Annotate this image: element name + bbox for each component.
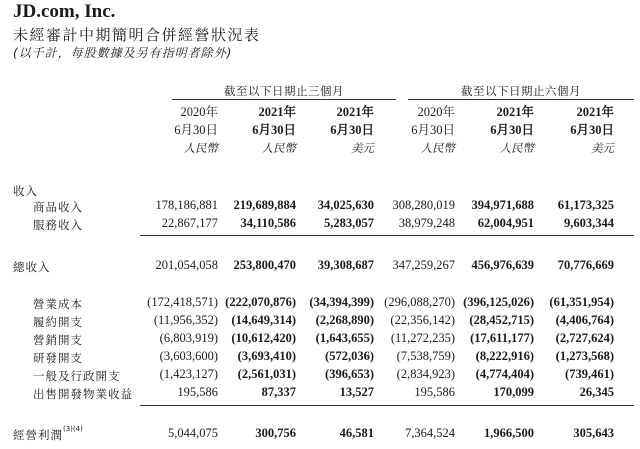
table-cell: 5,044,075 — [168, 426, 218, 440]
row-label-marketing: 營銷開支 — [33, 333, 83, 347]
table-cell: 39,308,687 — [317, 258, 374, 272]
table-cell: 26,345 — [579, 385, 614, 399]
column-header — [140, 103, 218, 157]
column-year: 2020年 — [417, 105, 455, 119]
column-year: 2021年 — [258, 105, 296, 119]
table-cell: 34,025,630 — [317, 198, 374, 212]
row-label-product-revenues: 商品收入 — [33, 200, 83, 214]
table-cell: (7,538,759) — [396, 349, 455, 363]
table-cell: 9,603,344 — [564, 216, 614, 230]
table-cell: (2,268,890) — [315, 313, 374, 327]
table-cell: (1,423,127) — [159, 367, 218, 381]
row-label-revenues: 收入 — [13, 184, 38, 198]
column-currency: 人民幣 — [183, 141, 218, 155]
column-currency: 人民幣 — [499, 141, 534, 155]
group-rule-three-months — [172, 99, 396, 100]
table-cell: 308,280,019 — [392, 198, 455, 212]
column-date: 6月30日 — [330, 123, 374, 137]
row-label-gain-on-sale-of-development-properties: 出售開發物業收益 — [33, 387, 133, 401]
table-cell: 305,643 — [573, 426, 614, 440]
table-cell: (4,406,764) — [555, 313, 614, 327]
table-cell: (28,452,715) — [469, 313, 534, 327]
row-label-cost-of-revenues: 營業成本 — [33, 297, 83, 311]
table-cell: (61,351,954) — [549, 295, 614, 309]
table-cell: 70,776,669 — [557, 258, 614, 272]
table-cell: (222,070,876) — [225, 295, 296, 309]
table-cell: 201,054,058 — [155, 258, 218, 272]
group-header-six-months: 截至以下日期止六個月 — [461, 84, 581, 98]
subtotal-rule — [140, 405, 634, 406]
table-cell: (172,418,571) — [147, 295, 218, 309]
table-cell: 87,337 — [261, 385, 296, 399]
table-cell: (10,612,420) — [231, 331, 296, 345]
column-date: 6月30日 — [174, 123, 218, 137]
table-cell: (8,222,916) — [475, 349, 534, 363]
table-cell: 1,966,500 — [484, 426, 534, 440]
income-from-operations-label: 經營利潤 — [13, 428, 63, 442]
row-label-service-revenues: 服務收入 — [33, 218, 83, 232]
table-cell: (2,561,031) — [237, 367, 296, 381]
subtotal-rule — [140, 235, 634, 236]
row-label-fulfillment: 履約開支 — [33, 315, 83, 329]
column-date: 6月30日 — [411, 123, 455, 137]
column-year: 2020年 — [180, 105, 218, 119]
table-cell: 13,527 — [339, 385, 374, 399]
column-year: 2021年 — [576, 105, 614, 119]
table-cell: 195,586 — [414, 385, 455, 399]
table-cell: 61,173,325 — [557, 198, 614, 212]
footnote-reference: (3)(4) — [63, 425, 83, 433]
row-label-income-from-operations — [13, 427, 83, 443]
row-label-research-development: 研發開支 — [33, 351, 83, 365]
column-header — [536, 103, 614, 157]
table-cell: (3,693,410) — [237, 349, 296, 363]
table-cell: 62,004,951 — [477, 216, 534, 230]
table-cell: (22,356,142) — [390, 313, 455, 327]
table-cell: 170,099 — [493, 385, 534, 399]
column-header — [296, 103, 374, 157]
column-currency: 美元 — [591, 141, 614, 155]
column-header — [377, 103, 455, 157]
row-label-general-administrative: 一般及行政開支 — [33, 369, 121, 383]
table-cell: (396,653) — [325, 367, 374, 381]
column-header — [218, 103, 296, 157]
column-year: 2021年 — [496, 105, 534, 119]
table-cell: 46,581 — [339, 426, 374, 440]
table-cell: (14,649,314) — [231, 313, 296, 327]
statement-subtitle: (以千計，每股數據及另有指明者除外) — [13, 46, 233, 60]
table-cell: (11,956,352) — [153, 313, 218, 327]
column-currency: 人民幣 — [420, 141, 455, 155]
group-header-three-months: 截至以下日期止三個月 — [224, 84, 344, 98]
table-cell: (1,273,568) — [555, 349, 614, 363]
table-cell: 34,110,586 — [240, 216, 296, 230]
table-cell: (739,461) — [565, 367, 614, 381]
table-cell: (6,803,919) — [159, 331, 218, 345]
row-label-total-revenues: 總收入 — [13, 260, 51, 274]
table-cell: (2,727,624) — [555, 331, 614, 345]
table-cell: (11,272,235) — [390, 331, 455, 345]
column-currency: 人民幣 — [261, 141, 296, 155]
table-cell: 219,689,884 — [233, 198, 296, 212]
table-cell: (296,088,270) — [384, 295, 455, 309]
table-cell: 394,971,688 — [471, 198, 534, 212]
table-cell: 178,186,881 — [155, 198, 218, 212]
table-cell: 195,586 — [177, 385, 218, 399]
column-year: 2021年 — [336, 105, 374, 119]
table-cell: 7,364,524 — [405, 426, 455, 440]
statement-title: 未經審計中期簡明合併經營狀況表 — [13, 26, 261, 44]
table-cell: 38,979,248 — [398, 216, 455, 230]
group-rule-six-months — [408, 99, 634, 100]
company-name: JD.com, Inc. — [13, 1, 116, 22]
table-cell: (1,643,655) — [315, 331, 374, 345]
column-currency: 美元 — [351, 141, 374, 155]
table-cell: (3,603,600) — [159, 349, 218, 363]
column-header — [456, 103, 534, 157]
table-cell: (17,611,177) — [470, 331, 534, 345]
table-cell: 253,800,470 — [233, 258, 296, 272]
table-cell: (572,036) — [325, 349, 374, 363]
table-cell: 456,976,639 — [471, 258, 534, 272]
table-cell: 347,259,267 — [392, 258, 455, 272]
table-cell: (396,125,026) — [463, 295, 534, 309]
table-cell: 22,867,177 — [161, 216, 218, 230]
column-date: 6月30日 — [490, 123, 534, 137]
table-cell: (4,774,404) — [475, 367, 534, 381]
column-date: 6月30日 — [252, 123, 296, 137]
table-cell: (34,394,399) — [309, 295, 374, 309]
column-date: 6月30日 — [570, 123, 614, 137]
table-cell: 5,283,057 — [324, 216, 374, 230]
table-cell: (2,834,923) — [396, 367, 455, 381]
table-cell: 300,756 — [255, 426, 296, 440]
